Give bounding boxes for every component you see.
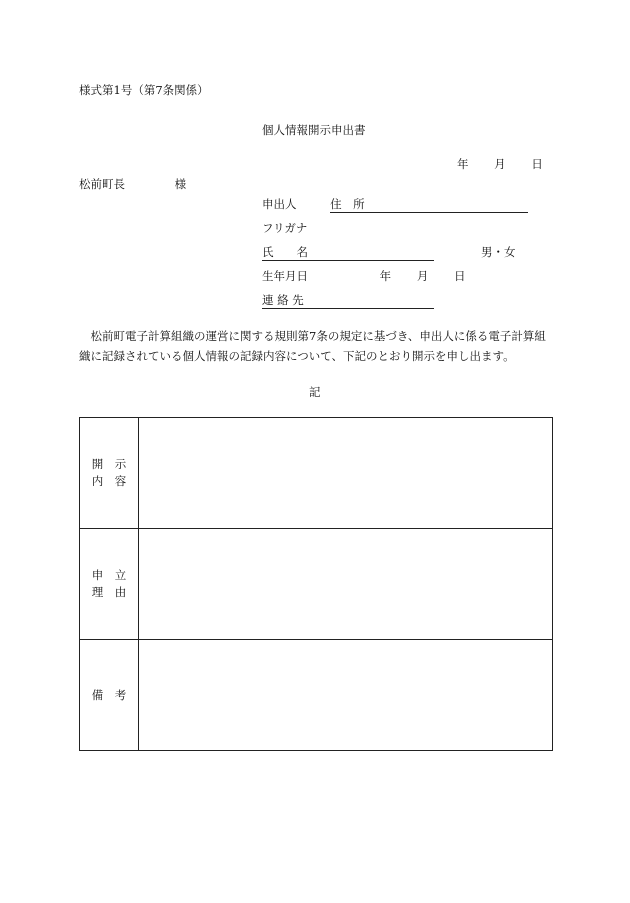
name-label: 氏 名 (262, 245, 308, 259)
document-title: 個人情報開示申出書 (262, 123, 366, 137)
date-year: 年 (457, 157, 469, 171)
contact-row (262, 292, 434, 309)
row-label-line2: 理 由 (91, 585, 127, 599)
row-label (80, 640, 139, 751)
applicant-label: 申出人 (262, 197, 297, 211)
birth-day: 日 (453, 269, 466, 283)
address-field[interactable] (330, 196, 528, 213)
body-line-2: 織に記録されている個人情報の記録内容について、下記のとおり開示を申し出ます。 (79, 349, 515, 363)
body-paragraph (79, 326, 546, 366)
row-label-line1: 備 考 (91, 687, 127, 702)
birth-year: 年 (379, 269, 392, 283)
addressee-honorific: 様 (174, 177, 187, 191)
row-label-line2: 内 容 (91, 474, 127, 488)
addressee (79, 176, 186, 192)
birth-row (262, 268, 465, 284)
ki-heading: 記 (309, 385, 321, 399)
table-row (80, 418, 553, 529)
row-label-line1: 申 立 (91, 568, 127, 582)
furigana-label: フリガナ (262, 221, 308, 235)
remarks-field[interactable] (139, 640, 553, 751)
disclosure-content-field[interactable] (139, 418, 553, 529)
row-label-line1: 開 示 (91, 457, 127, 471)
row-label (80, 529, 139, 640)
gender-options[interactable]: 男・女 (481, 245, 516, 259)
addressee-name: 松前町長 (79, 177, 125, 191)
name-field[interactable] (262, 244, 434, 261)
applicant-address-row (262, 196, 528, 213)
contact-field[interactable] (262, 292, 434, 309)
form-number: 様式第1号（第7条関係） (79, 83, 209, 97)
request-table (79, 417, 553, 751)
body-line-1: 松前町電子計算組織の運営に関する規則第7条の規定に基づき、申出人に係る電子計算組 (79, 329, 546, 343)
name-row (262, 244, 434, 261)
contact-label: 連 絡 先 (262, 293, 304, 307)
date-line (457, 156, 543, 172)
date-day: 日 (531, 157, 543, 171)
date-month: 月 (494, 157, 506, 171)
table-row (80, 640, 553, 751)
row-label (80, 418, 139, 529)
reason-field[interactable] (139, 529, 553, 640)
birth-label: 生年月日 (262, 269, 308, 283)
table-row (80, 529, 553, 640)
address-label: 住 所 (330, 197, 365, 211)
birth-month: 月 (416, 269, 429, 283)
